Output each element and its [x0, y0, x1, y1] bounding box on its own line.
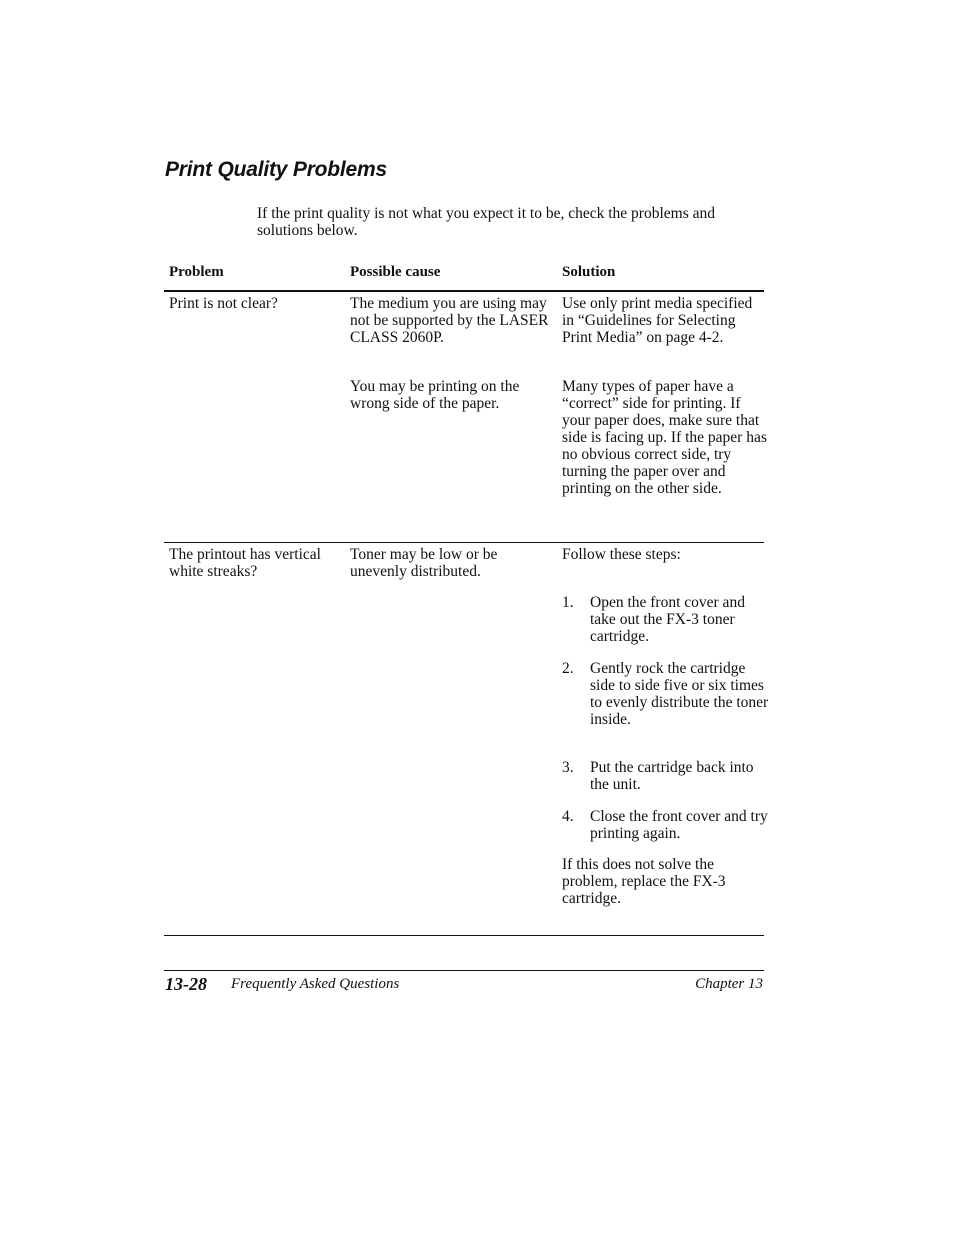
table-bottom-rule [164, 935, 764, 936]
footer-rule [164, 970, 764, 971]
solution-cell: Many types of paper have a “correct” side for printing. If your paper does, make sure that side is facing up. If the paper has no obvious correct side, try turning the paper over and printing on the other side. [562, 378, 767, 497]
step-number: 4. [562, 808, 574, 825]
cause-cell: You may be printing on the wrong side of the paper. [350, 378, 520, 412]
header-problem: Problem [169, 264, 224, 280]
step-text: Put the cartridge back into the unit. [590, 759, 754, 793]
step-text: Close the front cover and try printing again. [590, 808, 768, 842]
page-number: 13-28 [165, 974, 207, 994]
solution-cell: Use only print media specified in “Guidelines for Selecting Print Media” on page 4-2. [562, 295, 753, 346]
page-title: Print Quality Problems [165, 158, 387, 181]
problem-cell: The printout has vertical white streaks? [169, 546, 321, 580]
step-number: 1. [562, 594, 574, 611]
footer-section-title: Frequently Asked Questions [231, 976, 400, 992]
solution-outro: If this does not solve the problem, replace the FX-3 cartridge. [562, 856, 726, 907]
step-text: Open the front cover and take out the FX-3 toner cartridge. [590, 594, 745, 645]
header-possible-cause: Possible cause [350, 264, 441, 280]
step-number: 2. [562, 660, 574, 677]
intro-paragraph: If the print quality is not what you expect it to be, check the problems and solutions below. [257, 205, 715, 239]
cause-cell: The medium you are using may not be supported by the LASER CLASS 2060P. [350, 295, 549, 346]
step-text: Gently rock the cartridge side to side five or six times to evenly distribute the toner inside. [590, 660, 769, 728]
footer-chapter: Chapter 13 [695, 976, 763, 992]
solution-intro: Follow these steps: [562, 546, 681, 563]
step-number: 3. [562, 759, 574, 776]
header-divider [164, 290, 764, 292]
cause-cell: Toner may be low or be unevenly distributed. [350, 546, 498, 580]
row-divider [164, 542, 764, 543]
problem-cell: Print is not clear? [169, 295, 278, 312]
header-solution: Solution [562, 264, 616, 280]
